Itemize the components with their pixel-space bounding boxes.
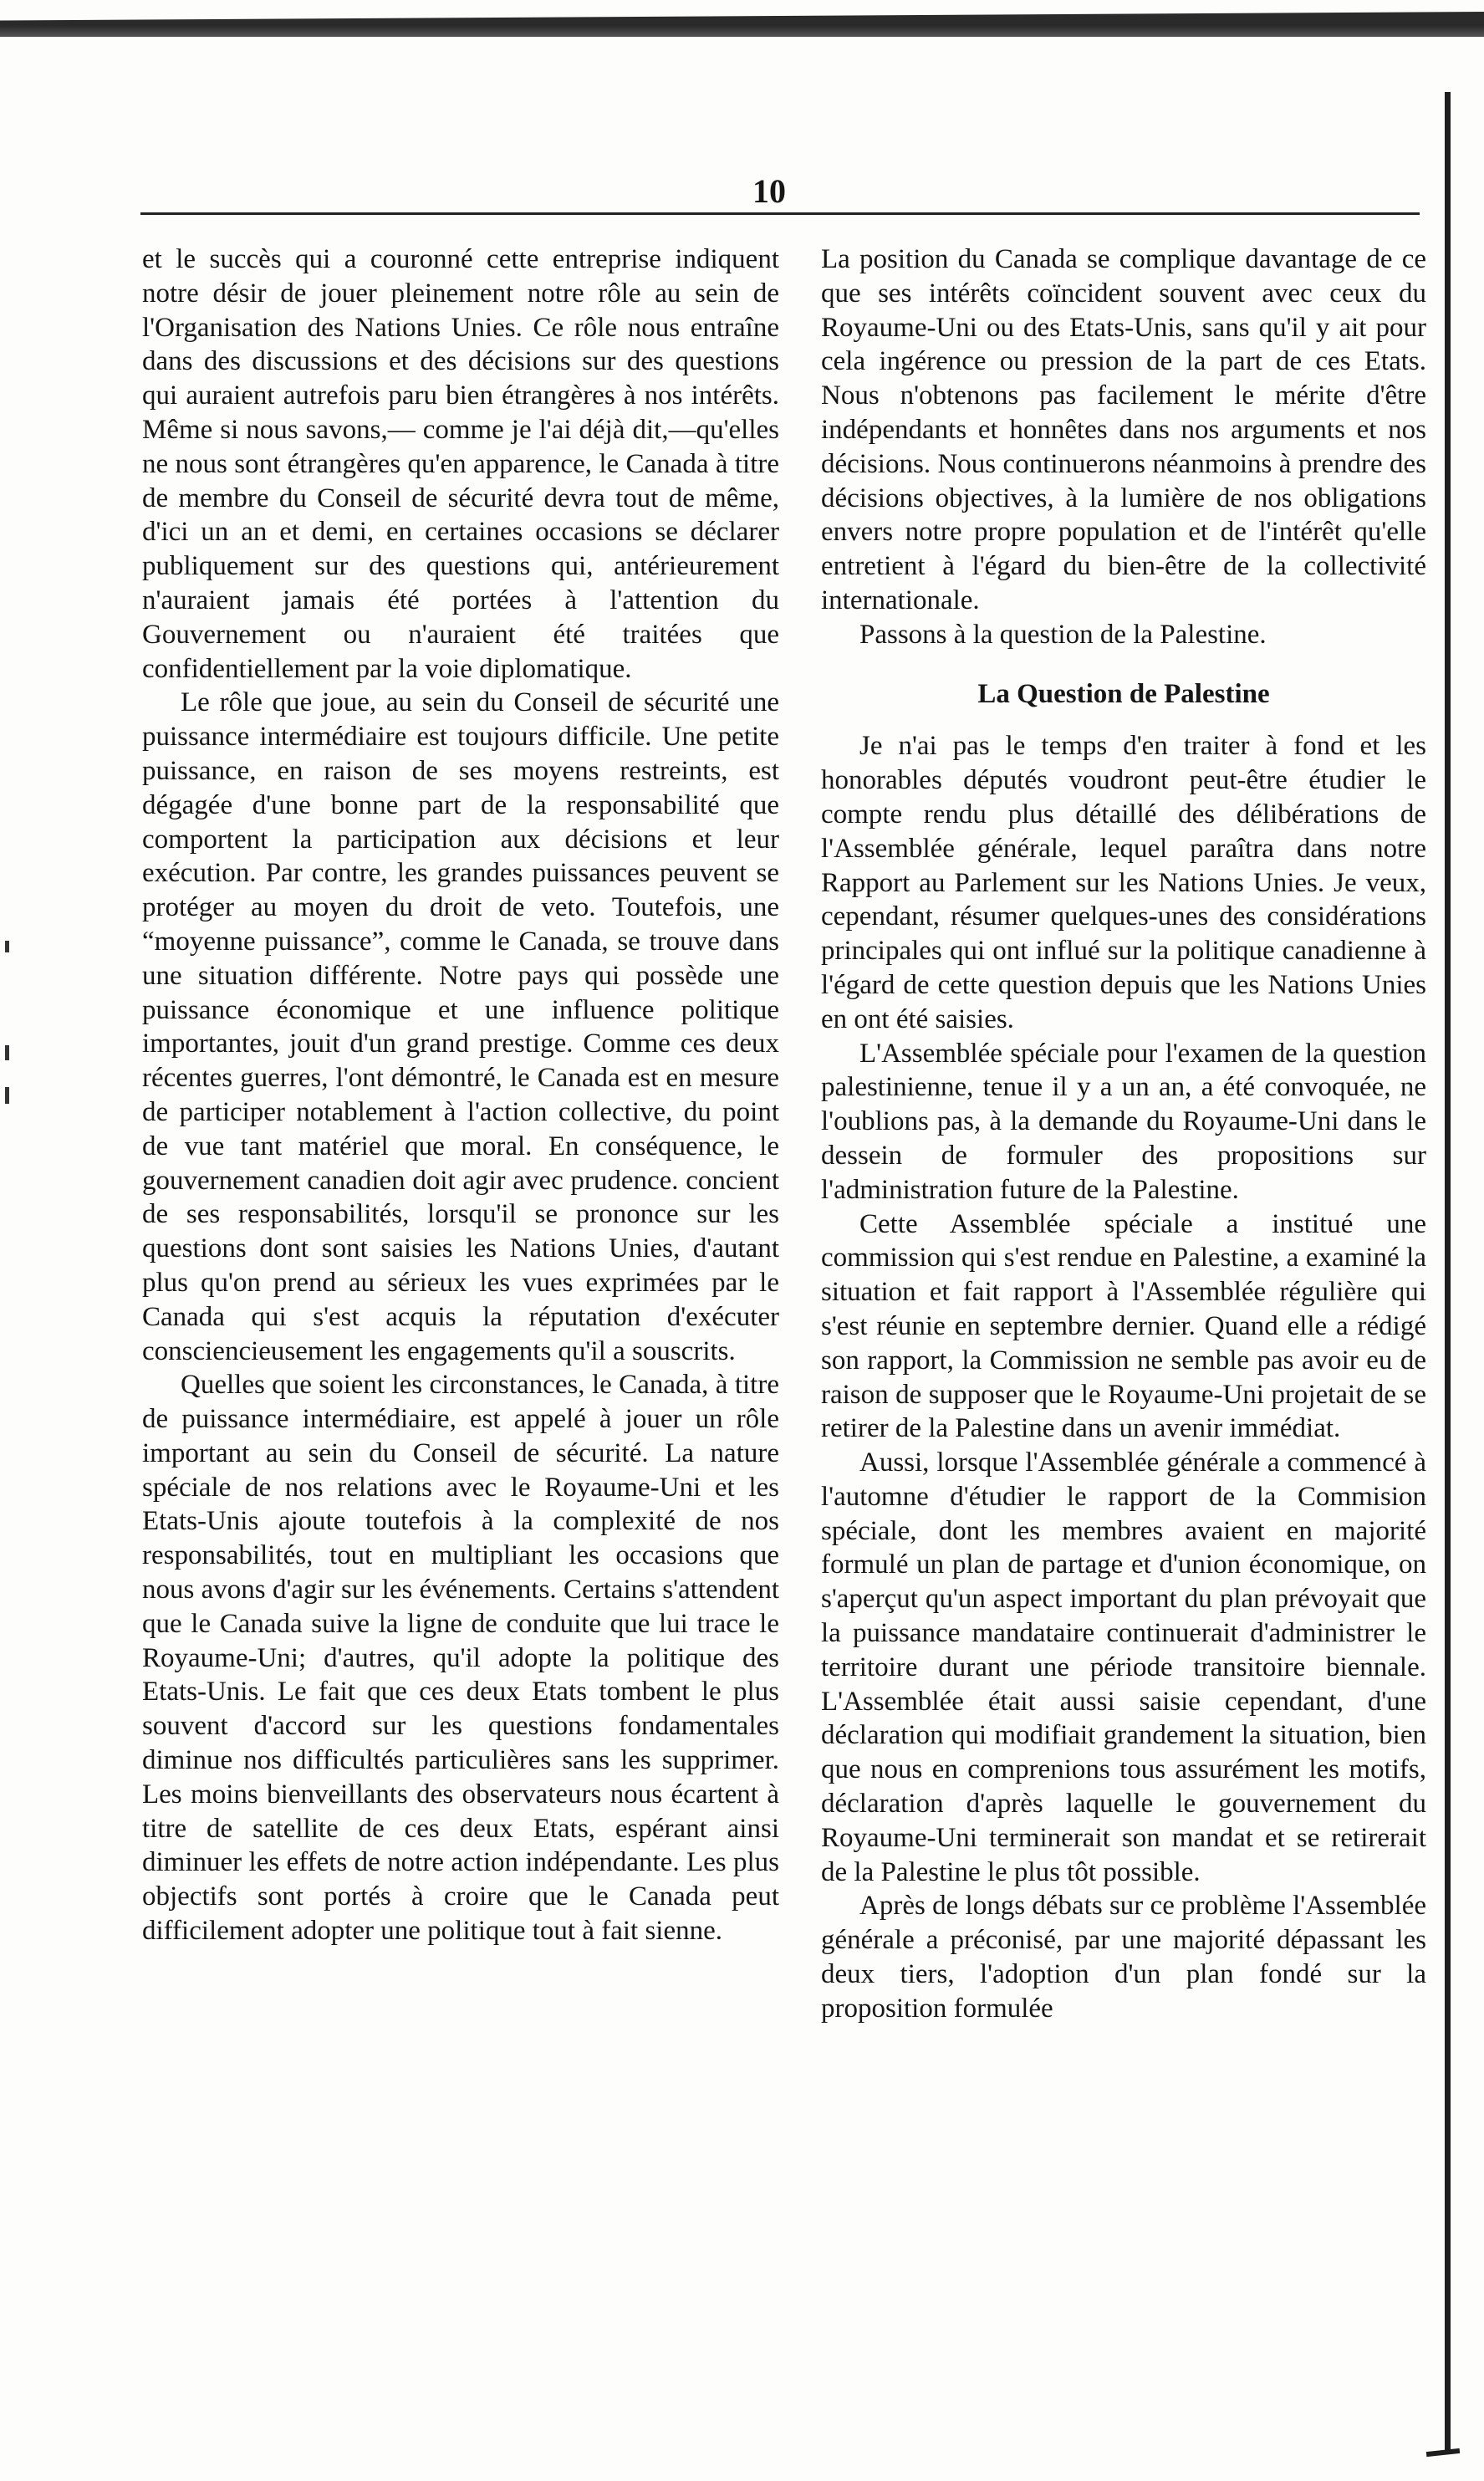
scan-corner-mark [1426, 2448, 1460, 2457]
scan-edge-mark [5, 1087, 9, 1104]
right-text-column [821, 242, 1426, 2026]
left-text-column [142, 242, 779, 1948]
paragraph: L'Assemblée spéciale pour l'examen de la question palestinienne, tenue il y a un an, a été convoquée, ne l'oublions pas, à la demande du Royaume-Uni dans le dessein de formuler des propositions sur l'administration future de la Palestine. [821, 1038, 1426, 1205]
scan-edge-mark [5, 941, 9, 952]
paragraph: Aussi, lorsque l'Assemblée générale a commencé à l'automne d'étudier le rapport de la Commision spéciale, dont les membres avaient en majorité formulé un plan de partage et d'union économique, on s'aperçut qu'un aspect important du plan prévoyait que la puissance mandataire continuerait d'administrer le territoire durant une période transitoire biennale. L'Assemblée était aussi saisie cependant, d'une déclaration qui modifiait grandement la situation, bien que nous en comprenions tous assurément les motifs, déclaration d'après laquelle le gouvernement du Royaume-Uni terminerait son mandat et se retirerait de la Palestine le plus tôt possible. [821, 1447, 1426, 1887]
paragraph: Le rôle que joue, au sein du Conseil de sécurité une puissance intermédiaire est toujours difficile. Une petite puissance, en raison de ses moyens restreints, est dégagée d'une bonne part de la responsabilité que comportent la participation aux décisions et leur exécution. Par contre, les grandes puissances peuvent se protéger au moyen du droit de veto. Toutefois, une “moyenne puissance”, comme le Canada, se trouve dans une situation différente. Notre pays qui possède une puissance économique et une influence politique importantes, jouit d'un grand prestige. Comme ces deux récentes guerres, l'ont démontré, le Canada est en mesure de participer notablement à l'action collective, du point de vue tant matériel que moral. En conséquence, le gouvernement canadien doit agir avec prudence. concient de ses responsabilités, lorsqu'il se prononce sur les questions dont sont saisies les Nations Unies, d'autant plus qu'on prend au sérieux les vues exprimées par le Canada qui s'est acquis la réputation d'exécuter consciencieusement les engagements qu'il a souscrits. [142, 687, 779, 1366]
paragraph: et le succès qui a couronné cette entreprise indiquent notre désir de jouer pleinement notre rôle au sein de l'Organisation des Nations Unies. Ce rôle nous entraîne dans des discussions et des décisions sur des questions qui auraient autrefois paru bien étrangères à nos intérêts. Même si nous savons,— comme je l'ai déjà dit,—qu'elles ne nous sont étrangères qu'en apparence, le Canada à titre de membre du Conseil de sécurité devra tout de même, d'ici un an et demi, en certaines occasions se déclarer publiquement sur des questions qui, antérieurement n'auraient jamais été portées à l'attention du Gouvernement ou n'auraient été traitées que confidentiellement par la voie diplomatique. [142, 244, 779, 684]
paragraph: Cette Assemblée spéciale a institué une commission qui s'est rendue en Palestine, a examiné la situation et fait rapport à l'Assemblée régulière qui s'est réunie en septembre dernier. Quand elle a rédigé son rapport, la Commission ne semble pas avoir eu de raison de supposer que le Royaume-Uni projetait de se retirer de la Palestine dans un avenir immédiat. [821, 1208, 1426, 1444]
scan-top-border [0, 12, 1484, 37]
header-rule [140, 212, 1420, 215]
paragraph: Passons à la question de la Palestine. [859, 619, 1267, 650]
section-heading: La Question de Palestine [977, 678, 1270, 709]
paragraph: Je n'ai pas le temps d'en traiter à fond et les honorables députés voudront peut-être étudier le compte rendu plus détaillé des délibérations de l'Assemblée générale, lequel paraîtra dans notre Rapport au Parlement sur les Nations Unies. Je veux, cependant, résumer quelques-unes des considérations principales qui ont influé sur la politique canadienne à l'égard de cette question depuis que les Nations Unies en ont été saisies. [821, 731, 1426, 1034]
page-number: 10 [752, 172, 786, 210]
scan-edge-mark [5, 1045, 9, 1060]
paragraph: La position du Canada se complique davantage de ce que ses intérêts coïncident souvent avec ceux du Royaume-Uni ou des Etats-Unis, sans qu'il y ait pour cela ingérence ou pression de la part de ces Etats. Nous n'obtenons pas facilement le mérite d'être indépendants et honnêtes dans nos arguments et nos décisions. Nous continuerons néanmoins à prendre des décisions objectives, à la lumière de nos obligations envers notre propre population et de l'intérêt qu'elle entretient à l'égard du bien-être de la collectivité internationale. [821, 244, 1426, 615]
paragraph: Après de longs débats sur ce problème l'Assemblée générale a préconisé, par une majorité dépassant les deux tiers, l'adoption d'un plan fondé sur la proposition formulée [821, 1891, 1426, 2024]
scan-right-border [1445, 92, 1451, 2450]
paragraph: Quelles que soient les circonstances, le Canada, à titre de puissance intermédiaire, est appelé à jouer un rôle important au sein du Conseil de sécurité. La nature spéciale de nos relations avec le Royaume-Uni et les Etats-Unis ajoute toutefois à la complexité de nos responsabilités, tout en multipliant les occasions que nous avons d'agir sur les événements. Certains s'attendent que le Canada suive la ligne de conduite que lui trace le Royaume-Uni; d'autres, qu'il adopte la politique des Etats-Unis. Le fait que ces deux Etats tombent le plus souvent d'accord sur les questions fondamentales diminue nos difficultés particulières sans les supprimer. Les moins bienveillants des observateurs nous écartent à titre de satellite de ces deux Etats, espérant ainsi diminuer les effets de notre action indépendante. Les plus objectifs sont portés à croire que le Canada peut difficilement adopter une politique tout à fait sienne. [142, 1370, 779, 1947]
